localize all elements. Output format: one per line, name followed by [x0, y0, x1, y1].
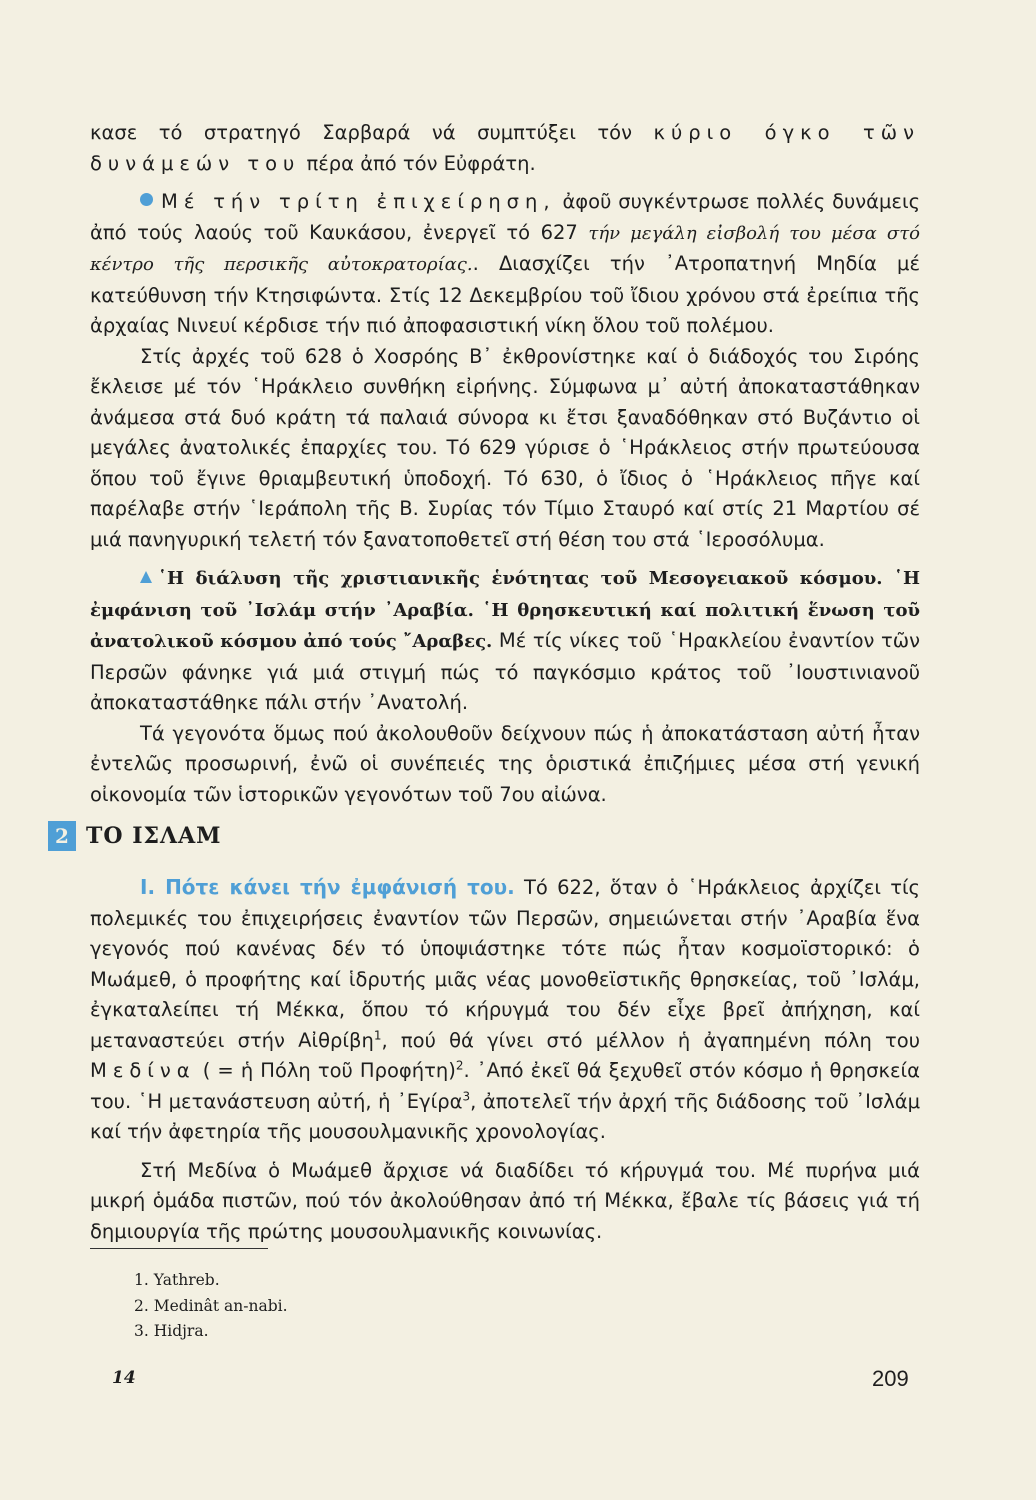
paragraph-6: Ι. Πότε κάνει τήν ἐμφάνισή του. Τό 622, ὅταν ὁ ῾Ηράκλειος ἀρχίζει τίς πολεμικές του ἐπιχειρήσεις ἐναντίον τῶν Περσῶν, σημειώνεται στήν ᾿Αραβία ἕνα γεγονός πού κανένας δέν τό ὑποψιάστηκε τότε πώς ἦταν κοσμοϊστορικό: ὁ Μωάμεθ, ὁ προφήτης καί ἱδρυτής μιᾶς νέας μονοθεϊστικῆς θρησκείας, τοῦ ᾿Ισλάμ, ἐγκαταλείπει τή Μέκκα, ὅπου τό κήρυγμά του δέν εἶχε βρεῖ ἀπήχηση, καί μεταναστεύει στήν Αἰθρίβη$^1$, πού θά γίνει στό μέλλον ἡ ἀγαπημένη πόλη του Μεδίνα ( = ἡ Πόλη τοῦ Προφήτη)$^2$. ᾿Από ἐκεῖ θά ξεχυθεῖ στόν κόσμο ἡ θρησκεία του. ῾Η μετανάστευση αὐτή, ἡ ᾿Εγίρα$^3$, ἀποτελεῖ τήν ἀρχή τῆς διάδοσης τοῦ ᾿Ισλάμ καί τήν ἀφετηρία τῆς μουσουλμανικῆς χρονολογίας. — [90, 875, 920, 1143]
section-number-badge: 2 — [48, 821, 76, 851]
printer-signature: 14 — [112, 1368, 136, 1388]
footnotes — [134, 1268, 288, 1345]
body-text — [90, 118, 920, 810]
paragraph-4: ῾Η διάλυση τῆς χριστιανικῆς ἑνότητας τοῦ Μεσογειακοῦ κόσμου. ῾Η ἐμφάνιση τοῦ ᾿Ισλάμ στήν ᾿Αραβία. ῾Η θρησκευτική καί πολιτική ἕνωση τοῦ ἀνατολικοῦ κόσμου ἀπό τούς ῎Αραβες. Μέ τίς νίκες τοῦ ῾Ηρακλείου ἐναντίον τῶν Περσῶν φάνηκε γιά μιά στιγμή πώς τό παγκόσμιο κράτος τοῦ ᾿Ιουστινιανοῦ ἀποκαταστάθηκε πάλι στήν ᾿Ανατολή. — [90, 568, 921, 714]
footnote-3: 3. Hidjra. — [134, 1322, 209, 1340]
circle-bullet-icon — [140, 193, 153, 206]
paragraph-3: Στίς ἀρχές τοῦ 628 ὁ Χοσρόης Β᾿ ἐκθρονίστηκε καί ὁ διάδοχός του Σιρόης ἔκλεισε μέ τόν ῾Ηράκλειο συνθήκη εἰρήνης. Σύμφωνα μ᾿ αὐτή ἀποκαταστάθηκαν ἀνάμεσα στά δυό κράτη τά παλαιά σύνορα κι ἔτσι ξαναδόθηκαν στό Βυζάντιο οἱ μεγάλες ἀνατολικές ἐπαρχίες του. Τό 629 γύρισε ὁ ῾Ηράκλειος στήν πρωτεύουσα ὅπου τοῦ ἔγινε θριαμβευτική ὑποδοχή. Τό 630, ὁ ἴδιος ὁ ῾Ηράκλειος πῆγε καί παρέλαβε στήν ῾Ιεράπολη τῆς Β. Συρίας τόν Τίμιο Σταυρό καί στίς 21 Μαρτίου σέ μιά πανηγυρική τελετή τόν ξανατοποθετεῖ στή θέση του στά ῾Ιεροσόλυμα. — [90, 344, 920, 551]
footnote-1: 1. Yathreb. — [134, 1271, 220, 1289]
paragraph-5: Τά γεγονότα ὅμως πού ἀκολουθοῦν δείχνουν πώς ἡ ἀποκατάσταση αὐτή ἦταν ἐντελῶς προσωρινή, ἐνῶ οἱ συνέπειές της ὁριστικά ἐπιζήμιες μέσα στή γενική οἰκονομία τῶν ἱστορικῶν γεγονότων τοῦ 7ου αἰώνα. — [90, 721, 920, 806]
paragraph-7: Στή Μεδίνα ὁ Μωάμεθ ἄρχισε νά διαδίδει τό κήρυγμά του. Μέ πυρήνα μιά μικρή ὁμάδα πιστῶν, πού τόν ἀκολούθησαν ἀπό τή Μέκκα, ἔβαλε τίς βάσεις γιά τή δημιουργία τῆς πρώτης μουσουλμανικῆς κοινωνίας. — [90, 1158, 920, 1243]
subsection-heading: Ι. Πότε κάνει τήν ἐμφάνισή του. — [140, 875, 515, 899]
footnote-2: 2. Medinât an-nabi. — [134, 1296, 288, 1315]
triangle-bullet-icon — [140, 571, 152, 583]
paragraph-1: κασε τό στρατηγό Σαρβαρά νά συμπτύξει τόν κύριο όγκο τῶν δυνάμεών του πέρα ἀπό τόν Εὐφράτη. — [90, 121, 921, 175]
footnote-divider — [90, 1248, 268, 1249]
section-heading — [48, 820, 222, 852]
section-body — [90, 872, 920, 1247]
section-title: ΤΟ ΙΣΛΑΜ — [86, 823, 222, 849]
page-number: 209 — [872, 1366, 909, 1391]
paragraph-2: Μέ τήν τρίτη ἐπιχείρηση, ἀφοῦ συγκέντρωσε πολλές δυνάμεις ἀπό τούς λαούς τοῦ Καυκάσου, ἐνεργεῖ τό 627 τήν μεγάλη εἰσβολή του μέσα στό κέντρο τῆς περσικῆς αὐτοκρατορίας.. Διασχίζει τήν ᾿Ατροπατηνή Μηδία μέ κατεύθυνση τήν Κτησιφώντα. Στίς 12 Δεκεμβρίου τοῦ ἴδιου χρόνου στά ἐρείπια τῆς ἀρχαίας Νινευί κέρδισε τήν πιό ἀποφασιστική νίκη ὅλου τοῦ πολέμου. — [90, 190, 921, 337]
